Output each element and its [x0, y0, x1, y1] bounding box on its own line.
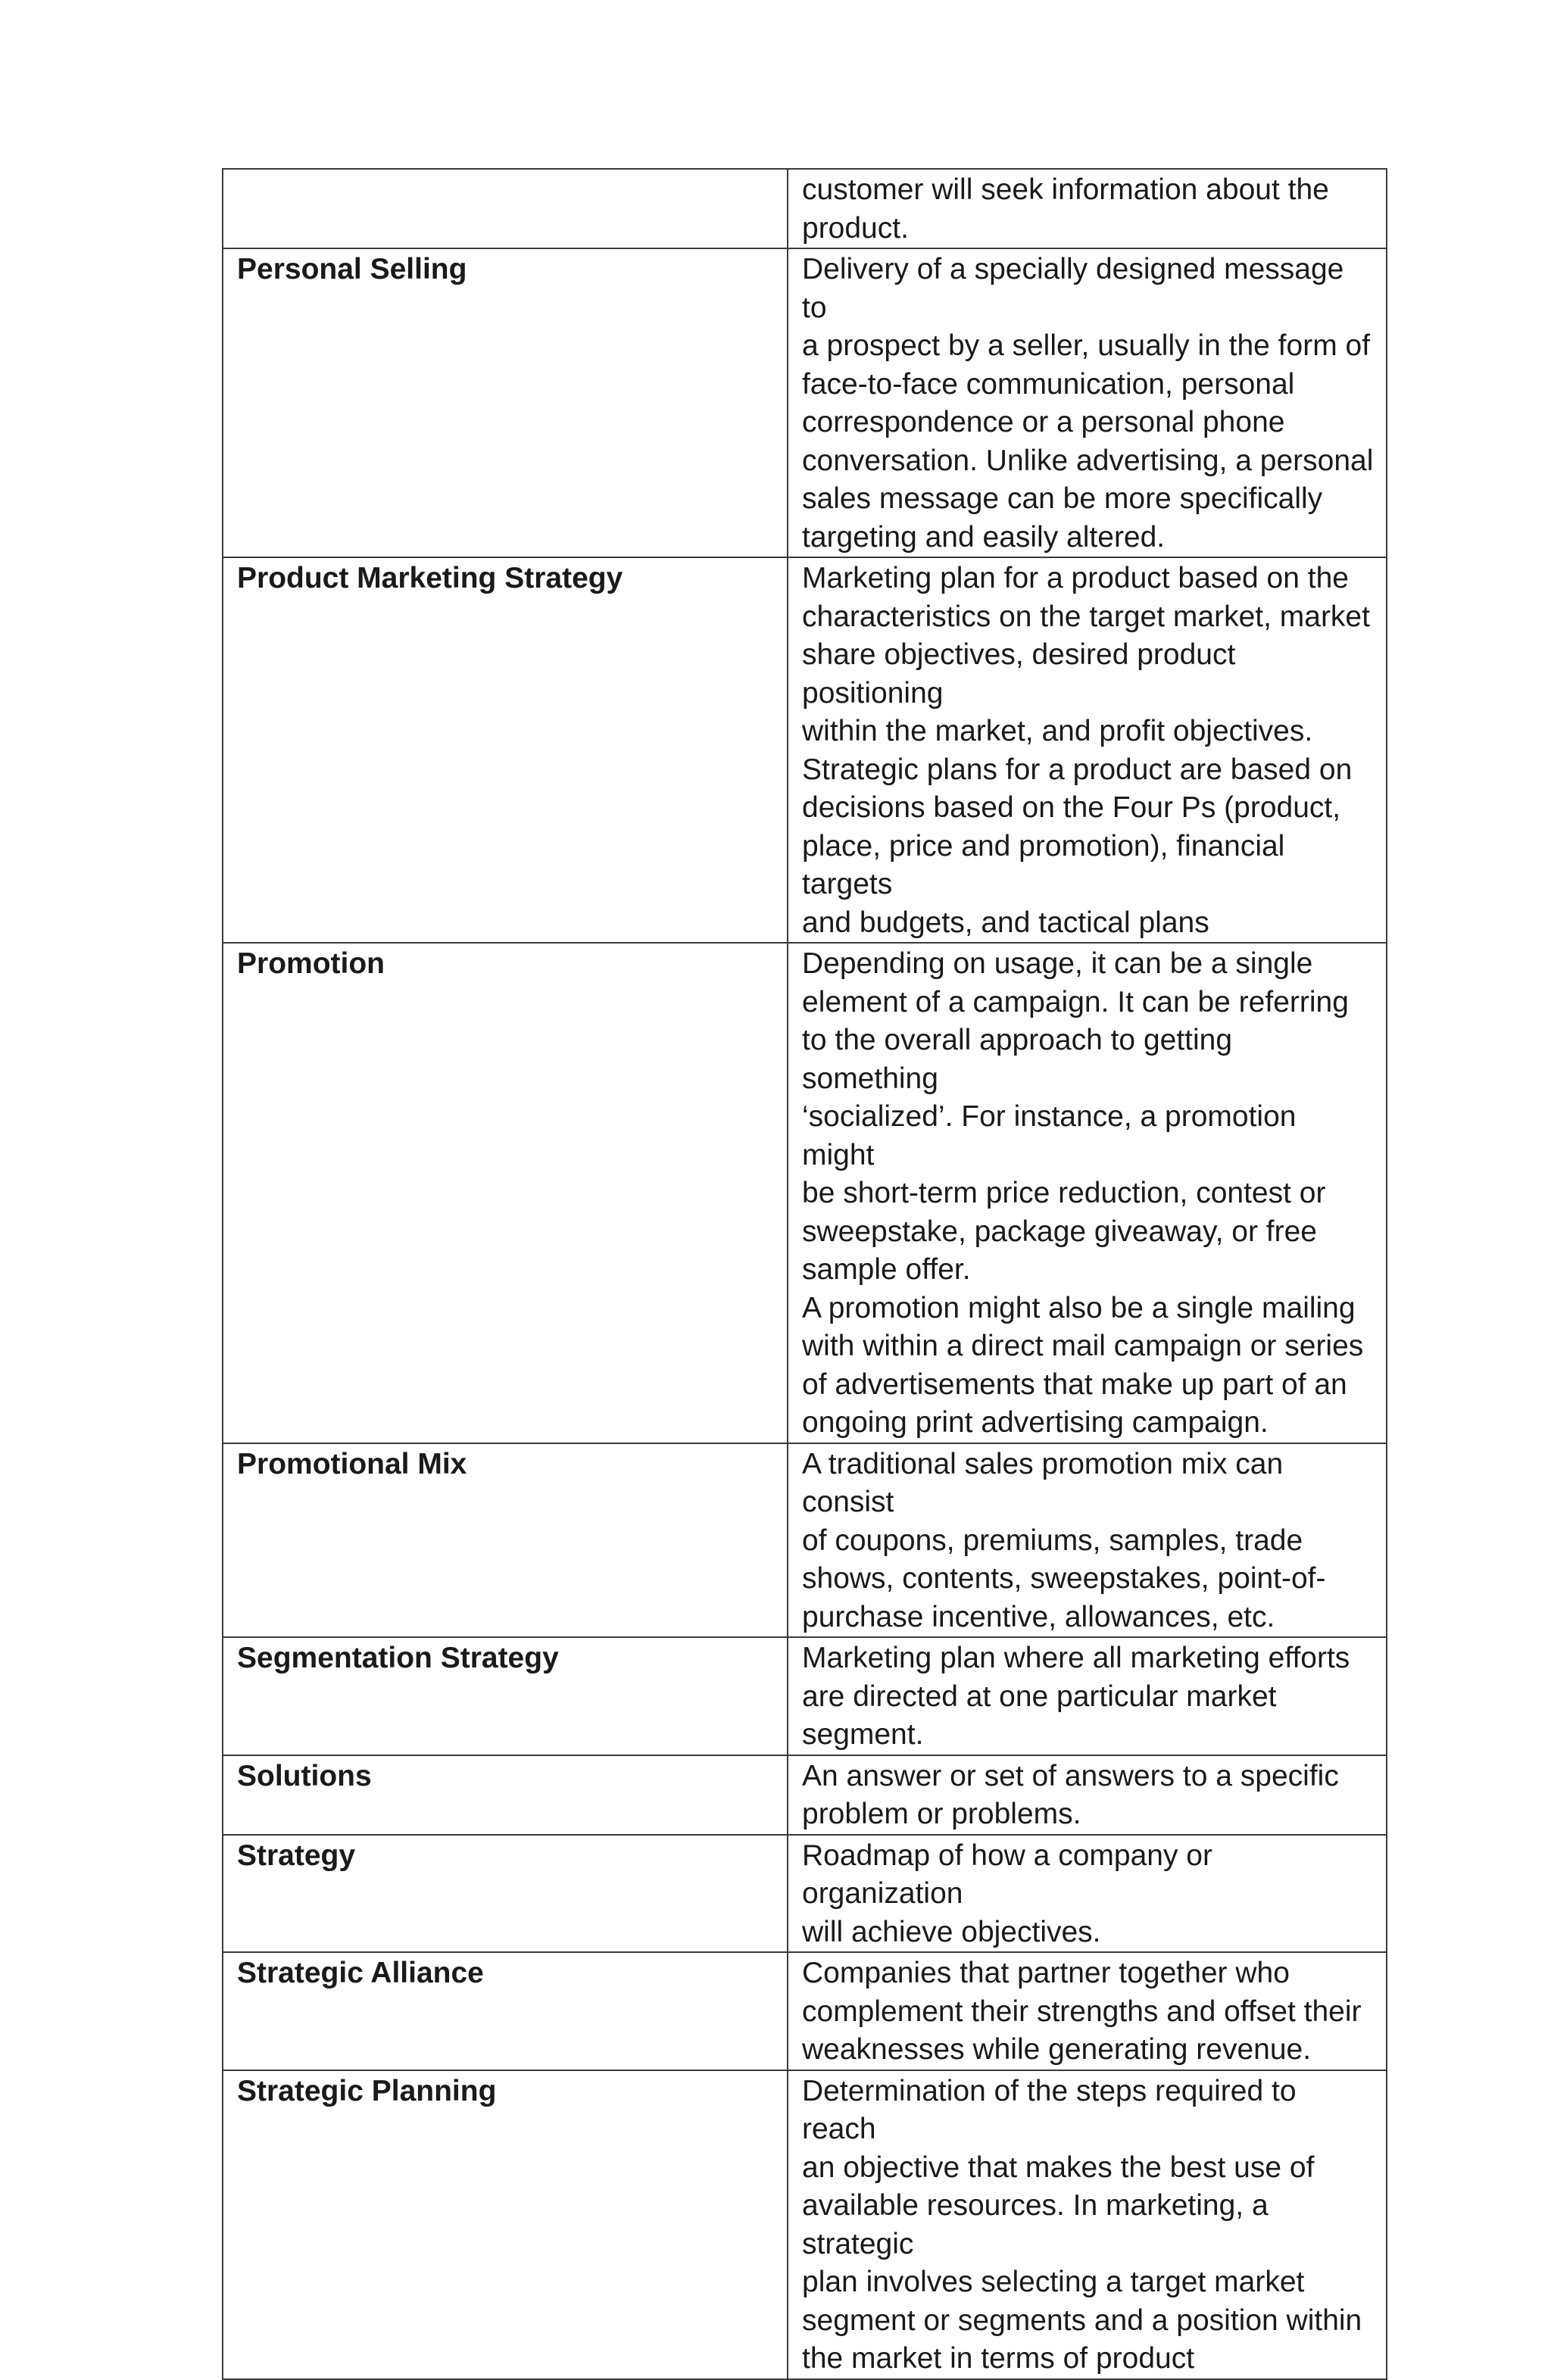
term-cell: Strategic Planning — [223, 2070, 788, 2379]
term-cell: Segmentation Strategy — [223, 1637, 788, 1755]
table-row — [223, 2070, 1387, 2379]
term-cell: Promotional Mix — [223, 1443, 788, 1638]
definition-cell: Determination of the steps required to reach an objective that makes the best use of available resources. In marketing, a strategic plan involves selecting a target market segment or segments and a position within the market in terms of product — [788, 2070, 1387, 2379]
table-row — [223, 169, 1387, 248]
term-cell — [223, 169, 788, 248]
term-cell: Personal Selling — [223, 248, 788, 557]
table-row — [223, 943, 1387, 1443]
table-row — [223, 248, 1387, 557]
definition-cell: customer will seek information about the product. — [788, 169, 1387, 248]
term-cell: Strategy — [223, 1835, 788, 1953]
definition-cell: An answer or set of answers to a specific problem or problems. — [788, 1755, 1387, 1835]
table-row — [223, 1637, 1387, 1755]
term-cell: Product Marketing Strategy — [223, 557, 788, 943]
definition-cell: Delivery of a specially designed message to a prospect by a seller, usually in the form of face-to-face communication, personal correspondence or a personal phone conversation. Unlike advertising, a personal sales message can be more specifically targeting and easily altered. — [788, 248, 1387, 557]
term-cell: Promotion — [223, 943, 788, 1443]
definition-cell: Marketing plan where all marketing efforts are directed at one particular market segment. — [788, 1637, 1387, 1755]
term-cell: Strategic Alliance — [223, 1952, 788, 2070]
glossary-table — [222, 168, 1387, 2380]
definition-cell: Depending on usage, it can be a single element of a campaign. It can be referring to the overall approach to getting something ‘socialized’. For instance, a promotion might be short-term price reduction, contest or sweepstake, package giveaway, or free sample offer. A promotion might also be a single mailing with within a direct mail campaign or series of advertisements that make up part of an ongoing print advertising campaign. — [788, 943, 1387, 1443]
definition-cell: Marketing plan for a product based on the characteristics on the target market, market share objectives, desired product positioning within the market, and profit objectives. Strategic plans for a product are based on decisions based on the Four Ps (product, place, price and promotion), financial targets and budgets, and tactical plans — [788, 557, 1387, 943]
table-row — [223, 1755, 1387, 1835]
definition-cell: Roadmap of how a company or organization will achieve objectives. — [788, 1835, 1387, 1953]
term-cell: Solutions — [223, 1755, 788, 1835]
table-row — [223, 557, 1387, 943]
table-row — [223, 1835, 1387, 1953]
definition-cell: Companies that partner together who complement their strengths and offset their weaknesses while generating revenue. — [788, 1952, 1387, 2070]
definition-cell: A traditional sales promotion mix can consist of coupons, premiums, samples, trade shows, contents, sweepstakes, point-of- purchase incentive, allowances, etc. — [788, 1443, 1387, 1638]
table-row — [223, 1952, 1387, 2070]
table-row — [223, 1443, 1387, 1638]
